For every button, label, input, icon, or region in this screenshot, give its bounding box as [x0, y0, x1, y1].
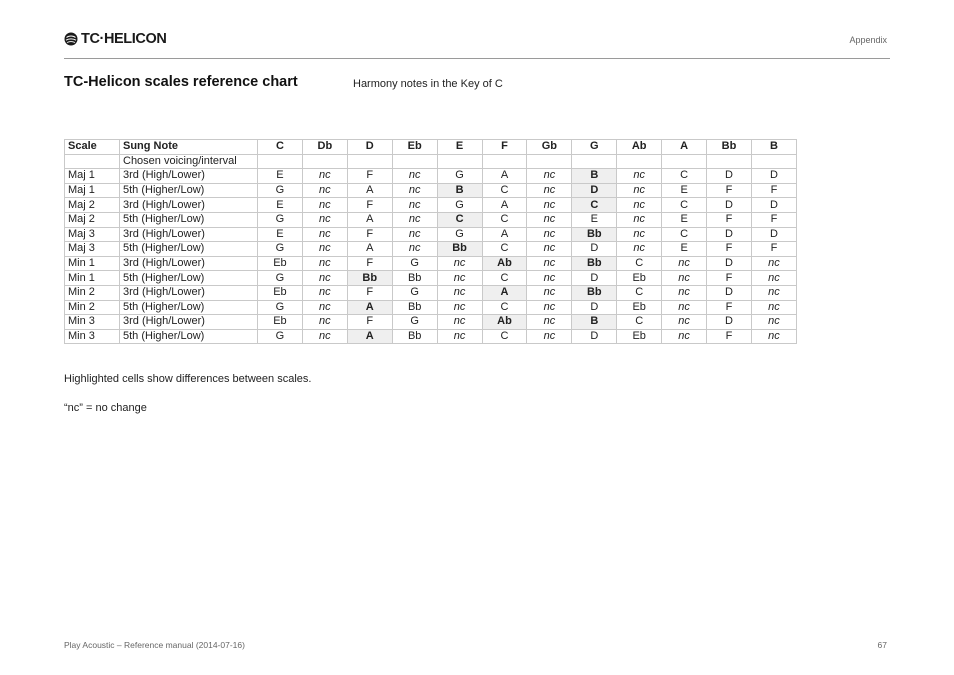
scales-table — [64, 139, 797, 344]
column-header: Gb — [527, 140, 572, 155]
interval-cell: 5th (Higher/Low) — [120, 271, 258, 286]
harmony-note-cell: C — [617, 256, 662, 271]
harmony-note-cell: nc — [302, 198, 347, 213]
harmony-note-cell: nc — [751, 256, 796, 271]
page-number: 67 — [877, 640, 887, 650]
column-header: Bb — [707, 140, 752, 155]
harmony-note-cell: nc — [527, 315, 572, 330]
harmony-note-cell: F — [751, 242, 796, 257]
harmony-note-cell: G — [258, 183, 303, 198]
harmony-note-cell: nc — [662, 271, 707, 286]
harmony-note-cell: nc — [751, 329, 796, 344]
column-header: Db — [302, 140, 347, 155]
table-row — [65, 227, 797, 242]
harmony-note-cell: nc — [392, 242, 437, 257]
harmony-note-cell: D — [707, 256, 752, 271]
harmony-note-cell: nc — [527, 169, 572, 184]
table-row — [65, 198, 797, 213]
harmony-note-cell: C — [617, 285, 662, 300]
highlight-note: Highlighted cells show differences between scales. — [64, 373, 312, 385]
helicon-globe-icon — [64, 32, 78, 46]
harmony-note-cell: nc — [617, 198, 662, 213]
harmony-note-cell: A — [482, 169, 527, 184]
harmony-note-cell: F — [751, 183, 796, 198]
scale-cell: Min 3 — [65, 315, 120, 330]
column-header: E — [437, 140, 482, 155]
harmony-note-cell: G — [258, 300, 303, 315]
harmony-note-cell: C — [482, 329, 527, 344]
interval-cell: 5th (Higher/Low) — [120, 212, 258, 227]
harmony-note-cell: nc — [302, 212, 347, 227]
harmony-note-cell: nc — [392, 198, 437, 213]
interval-cell: 5th (Higher/Low) — [120, 242, 258, 257]
column-header: Sung Note — [120, 140, 258, 155]
harmony-note-cell: A — [347, 329, 392, 344]
column-header: Scale — [65, 140, 120, 155]
table-row — [65, 315, 797, 330]
page-subtitle: Harmony notes in the Key of C — [353, 78, 503, 90]
harmony-note-cell: Bb — [392, 300, 437, 315]
harmony-note-cell: Bb — [392, 271, 437, 286]
harmony-note-cell: C — [482, 271, 527, 286]
harmony-note-cell: D — [572, 300, 617, 315]
harmony-note-cell: B — [572, 169, 617, 184]
harmony-note-cell: C — [662, 169, 707, 184]
harmony-note-cell: F — [347, 256, 392, 271]
harmony-note-cell: E — [572, 212, 617, 227]
harmony-note-cell: nc — [617, 242, 662, 257]
table-cell — [482, 154, 527, 169]
harmony-note-cell: A — [482, 198, 527, 213]
table-cell — [437, 154, 482, 169]
harmony-note-cell: D — [572, 183, 617, 198]
section-label: Appendix — [849, 35, 887, 45]
interval-cell: 3rd (High/Lower) — [120, 198, 258, 213]
table-row — [65, 271, 797, 286]
harmony-note-cell: Eb — [258, 315, 303, 330]
harmony-note-cell: nc — [751, 315, 796, 330]
harmony-note-cell: nc — [662, 329, 707, 344]
harmony-note-cell: nc — [392, 212, 437, 227]
interval-cell: 3rd (High/Lower) — [120, 169, 258, 184]
harmony-note-cell: A — [482, 227, 527, 242]
table-cell — [572, 154, 617, 169]
column-header: F — [482, 140, 527, 155]
harmony-note-cell: E — [662, 212, 707, 227]
harmony-note-cell: nc — [302, 315, 347, 330]
harmony-note-cell: Bb — [572, 256, 617, 271]
harmony-note-cell: Bb — [437, 242, 482, 257]
harmony-note-cell: C — [662, 227, 707, 242]
harmony-note-cell: B — [437, 183, 482, 198]
column-header: A — [662, 140, 707, 155]
table-cell — [707, 154, 752, 169]
harmony-note-cell: Bb — [392, 329, 437, 344]
harmony-note-cell: nc — [392, 227, 437, 242]
nc-note: “nc” = no change — [64, 402, 147, 414]
header-divider — [64, 58, 890, 59]
scale-cell: Maj 3 — [65, 242, 120, 257]
table-cell — [617, 154, 662, 169]
harmony-note-cell: nc — [527, 271, 572, 286]
harmony-note-cell: nc — [527, 300, 572, 315]
harmony-note-cell: nc — [302, 169, 347, 184]
harmony-note-cell: nc — [527, 256, 572, 271]
harmony-note-cell: G — [258, 242, 303, 257]
harmony-note-cell: nc — [302, 285, 347, 300]
table-row — [65, 242, 797, 257]
harmony-note-cell: G — [258, 212, 303, 227]
column-header: C — [258, 140, 303, 155]
harmony-note-cell: Ab — [482, 315, 527, 330]
table-cell — [302, 154, 347, 169]
table-cell — [751, 154, 796, 169]
page-title: TC-Helicon scales reference chart — [64, 74, 298, 90]
harmony-note-cell: G — [392, 285, 437, 300]
harmony-note-cell: B — [572, 315, 617, 330]
harmony-note-cell: Eb — [617, 329, 662, 344]
harmony-note-cell: nc — [527, 198, 572, 213]
harmony-note-cell: F — [347, 285, 392, 300]
column-header: B — [751, 140, 796, 155]
scale-cell: Maj 2 — [65, 212, 120, 227]
table-cell — [392, 154, 437, 169]
scale-cell: Maj 2 — [65, 198, 120, 213]
harmony-note-cell: nc — [392, 183, 437, 198]
harmony-note-cell: C — [482, 242, 527, 257]
harmony-note-cell: nc — [617, 183, 662, 198]
harmony-note-cell: nc — [527, 227, 572, 242]
table-cell — [258, 154, 303, 169]
harmony-note-cell: nc — [751, 300, 796, 315]
harmony-note-cell: G — [258, 329, 303, 344]
table-row — [65, 212, 797, 227]
harmony-note-cell: Eb — [258, 256, 303, 271]
interval-row-label: Chosen voicing/interval — [120, 154, 258, 169]
harmony-note-cell: nc — [302, 242, 347, 257]
harmony-note-cell: E — [662, 242, 707, 257]
table-row — [65, 285, 797, 300]
harmony-note-cell: A — [347, 242, 392, 257]
harmony-note-cell: nc — [617, 212, 662, 227]
scale-cell: Min 3 — [65, 329, 120, 344]
harmony-note-cell: D — [707, 169, 752, 184]
harmony-note-cell: Eb — [617, 271, 662, 286]
interval-cell: 3rd (High/Lower) — [120, 256, 258, 271]
harmony-note-cell: nc — [302, 256, 347, 271]
brand-logo — [64, 31, 166, 47]
interval-cell: 3rd (High/Lower) — [120, 315, 258, 330]
harmony-note-cell: nc — [527, 242, 572, 257]
harmony-note-cell: D — [707, 315, 752, 330]
harmony-note-cell: C — [482, 212, 527, 227]
harmony-note-cell: E — [258, 169, 303, 184]
interval-cell: 5th (Higher/Low) — [120, 329, 258, 344]
harmony-note-cell: nc — [302, 300, 347, 315]
harmony-note-cell: G — [258, 271, 303, 286]
harmony-note-cell: F — [707, 300, 752, 315]
harmony-note-cell: nc — [302, 183, 347, 198]
column-header: Ab — [617, 140, 662, 155]
harmony-note-cell: nc — [437, 329, 482, 344]
harmony-note-cell: F — [707, 329, 752, 344]
interval-cell: 3rd (High/Lower) — [120, 227, 258, 242]
harmony-note-cell: D — [707, 285, 752, 300]
footer-doc-title: Play Acoustic – Reference manual (2014-07-16) — [64, 640, 245, 650]
harmony-note-cell: nc — [617, 169, 662, 184]
harmony-note-cell: C — [437, 212, 482, 227]
table-cell — [662, 154, 707, 169]
harmony-note-cell: F — [707, 271, 752, 286]
table-header-row — [65, 140, 797, 155]
table-row — [65, 300, 797, 315]
harmony-note-cell: C — [662, 198, 707, 213]
harmony-note-cell: C — [482, 300, 527, 315]
harmony-note-cell: nc — [302, 227, 347, 242]
interval-cell: 3rd (High/Lower) — [120, 285, 258, 300]
harmony-note-cell: C — [482, 183, 527, 198]
table-cell — [65, 154, 120, 169]
harmony-note-cell: E — [258, 198, 303, 213]
harmony-note-cell: G — [392, 315, 437, 330]
harmony-note-cell: F — [707, 242, 752, 257]
harmony-note-cell: nc — [437, 300, 482, 315]
harmony-note-cell: nc — [302, 329, 347, 344]
harmony-note-cell: F — [347, 198, 392, 213]
harmony-note-cell: F — [751, 212, 796, 227]
harmony-note-cell: E — [662, 183, 707, 198]
harmony-note-cell: Eb — [617, 300, 662, 315]
harmony-note-cell: nc — [527, 212, 572, 227]
harmony-note-cell: D — [751, 169, 796, 184]
harmony-note-cell: D — [572, 329, 617, 344]
scale-cell: Min 2 — [65, 300, 120, 315]
table-row — [65, 329, 797, 344]
scale-cell: Min 2 — [65, 285, 120, 300]
harmony-note-cell: nc — [527, 285, 572, 300]
table-cell — [347, 154, 392, 169]
harmony-note-cell: Ab — [482, 256, 527, 271]
harmony-note-cell: Bb — [347, 271, 392, 286]
scale-cell: Min 1 — [65, 256, 120, 271]
column-header: G — [572, 140, 617, 155]
harmony-note-cell: G — [392, 256, 437, 271]
harmony-note-cell: nc — [437, 315, 482, 330]
harmony-note-cell: nc — [392, 169, 437, 184]
interval-cell: 5th (Higher/Low) — [120, 300, 258, 315]
harmony-note-cell: G — [437, 169, 482, 184]
table-cell — [527, 154, 572, 169]
harmony-note-cell: nc — [662, 315, 707, 330]
harmony-note-cell: D — [572, 271, 617, 286]
harmony-note-cell: nc — [437, 256, 482, 271]
table-row — [65, 256, 797, 271]
harmony-note-cell: nc — [527, 329, 572, 344]
harmony-note-cell: nc — [302, 271, 347, 286]
harmony-note-cell: A — [347, 212, 392, 227]
column-header: D — [347, 140, 392, 155]
harmony-note-cell: D — [751, 198, 796, 213]
harmony-note-cell: nc — [527, 183, 572, 198]
scale-cell: Maj 1 — [65, 169, 120, 184]
harmony-note-cell: nc — [751, 271, 796, 286]
scale-cell: Maj 1 — [65, 183, 120, 198]
harmony-note-cell: C — [572, 198, 617, 213]
harmony-note-cell: F — [347, 169, 392, 184]
harmony-note-cell: nc — [751, 285, 796, 300]
harmony-note-cell: A — [482, 285, 527, 300]
harmony-note-cell: F — [707, 183, 752, 198]
harmony-note-cell: D — [751, 227, 796, 242]
harmony-note-cell: nc — [662, 256, 707, 271]
harmony-note-cell: D — [707, 198, 752, 213]
scale-cell: Min 1 — [65, 271, 120, 286]
harmony-note-cell: F — [347, 315, 392, 330]
harmony-note-cell: C — [617, 315, 662, 330]
scale-cell: Maj 3 — [65, 227, 120, 242]
harmony-note-cell: Bb — [572, 227, 617, 242]
harmony-note-cell: D — [572, 242, 617, 257]
brand-name: TC·HELICON — [81, 31, 167, 47]
harmony-note-cell: nc — [662, 300, 707, 315]
harmony-note-cell: nc — [662, 285, 707, 300]
interval-cell: 5th (Higher/Low) — [120, 183, 258, 198]
harmony-note-cell: G — [437, 198, 482, 213]
interval-label-row — [65, 154, 797, 169]
harmony-note-cell: D — [707, 227, 752, 242]
column-header: Eb — [392, 140, 437, 155]
harmony-note-cell: F — [347, 227, 392, 242]
harmony-note-cell: E — [258, 227, 303, 242]
harmony-note-cell: A — [347, 300, 392, 315]
harmony-note-cell: Bb — [572, 285, 617, 300]
harmony-note-cell: nc — [437, 285, 482, 300]
harmony-note-cell: Eb — [258, 285, 303, 300]
table-row — [65, 183, 797, 198]
harmony-note-cell: F — [707, 212, 752, 227]
harmony-note-cell: A — [347, 183, 392, 198]
harmony-note-cell: nc — [437, 271, 482, 286]
table-row — [65, 169, 797, 184]
harmony-note-cell: G — [437, 227, 482, 242]
harmony-note-cell: nc — [617, 227, 662, 242]
